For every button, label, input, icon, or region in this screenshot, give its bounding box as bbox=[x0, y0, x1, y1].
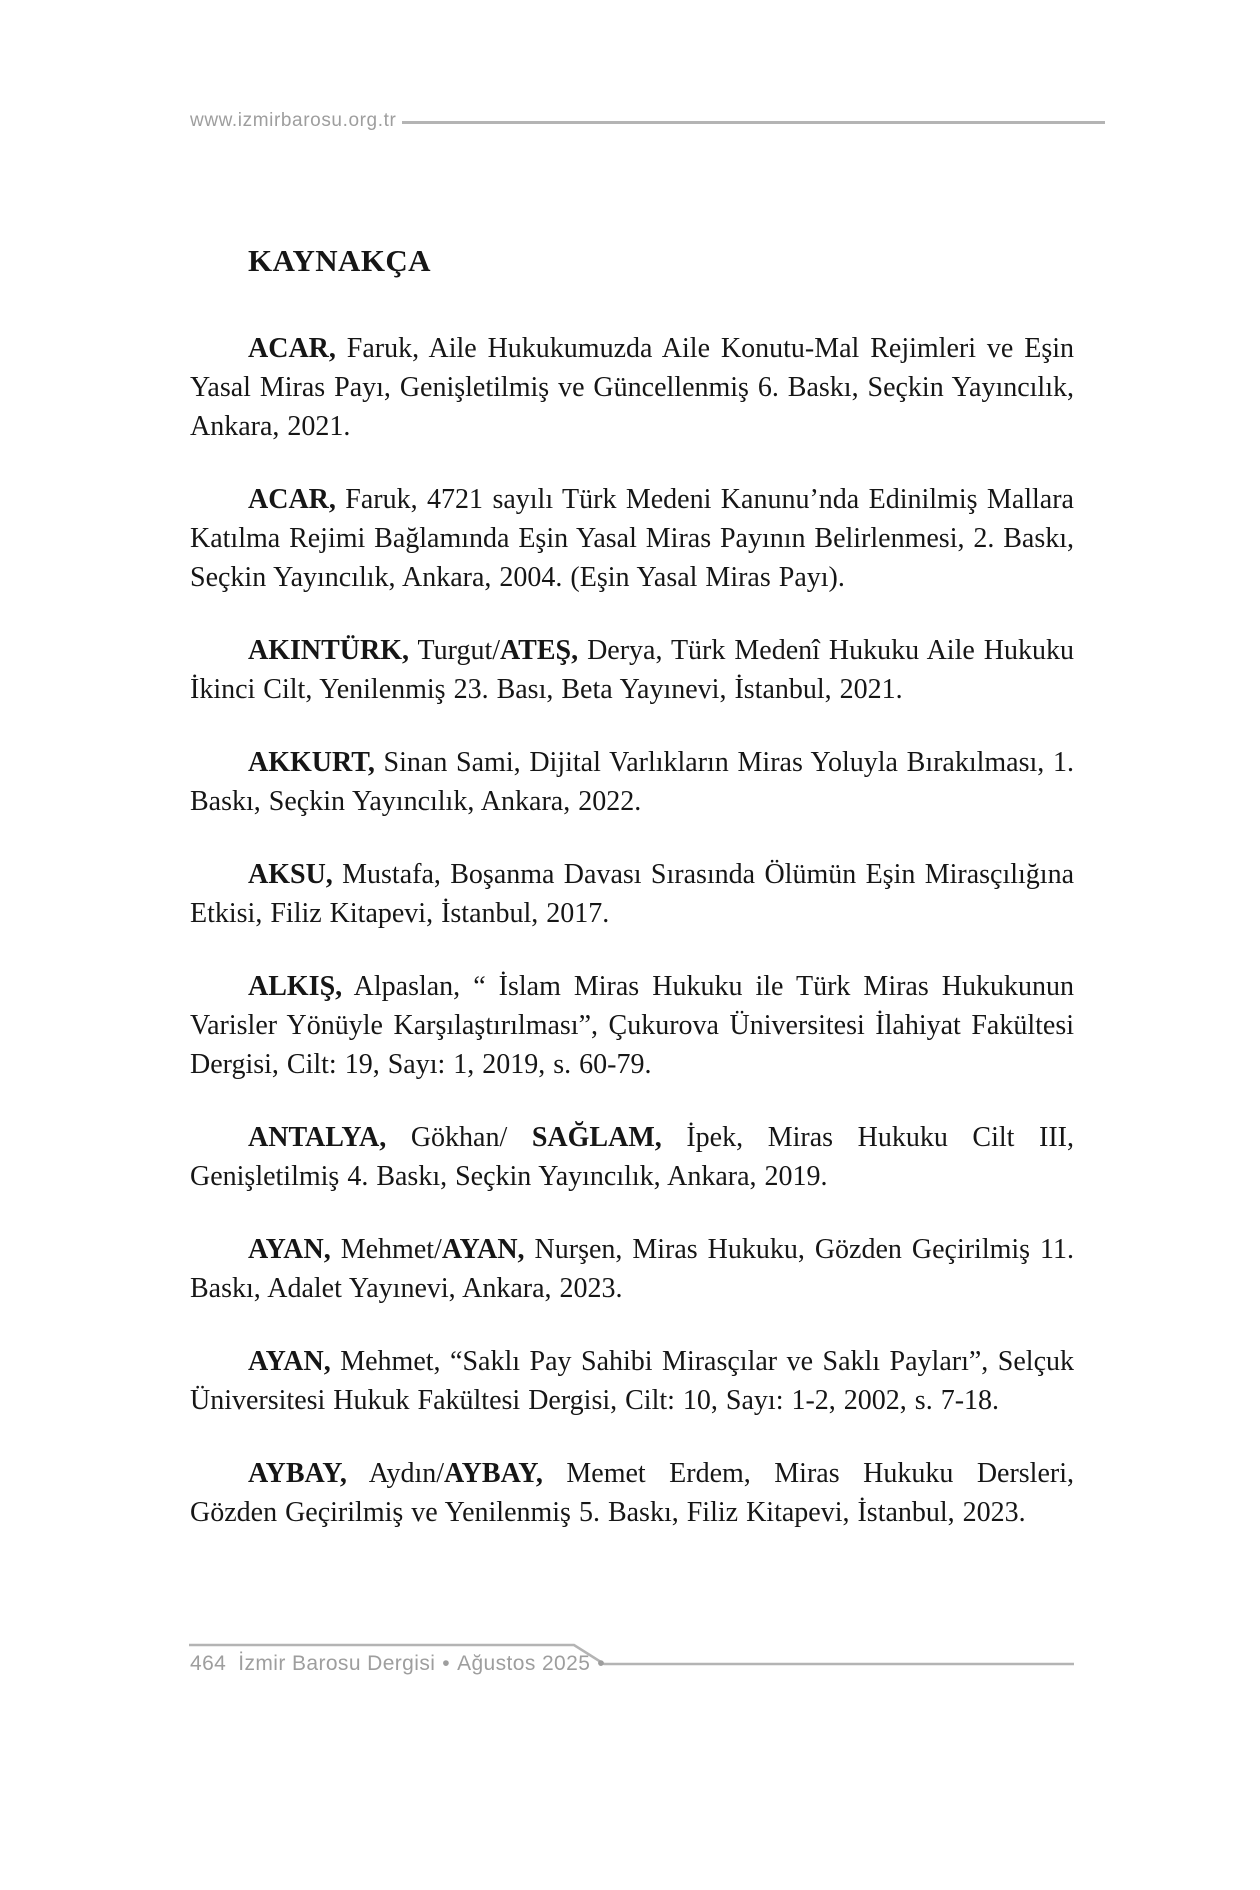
entry-author: AYAN, bbox=[248, 1234, 331, 1265]
entry-author: ACAR, bbox=[248, 484, 336, 515]
entry-author: AYAN, bbox=[248, 1346, 331, 1377]
journal-name: İzmir Barosu Dergisi bbox=[238, 1652, 436, 1675]
bibliography-entry bbox=[190, 1118, 1074, 1196]
bibliography-entry bbox=[190, 631, 1074, 709]
entry-author: ALKIŞ, bbox=[248, 971, 343, 1002]
bibliography-entry bbox=[190, 1454, 1074, 1532]
footer-trailing-bullet-icon: • bbox=[597, 1652, 606, 1675]
entry-author: ATEŞ, bbox=[500, 635, 579, 666]
entry-author: AKSU, bbox=[248, 859, 333, 890]
bibliography-list bbox=[190, 329, 1074, 1532]
entry-text: Faruk, 4721 sayılı Türk Medeni Kanunu’nda Edinilmiş Mallara Katılma Rejimi Bağlamında Eşin Yasal Miras Payının Belirlenmesi, 2. Baskı, Seçkin Yayıncılık, Ankara, 2004. (Eşin Yasal Miras Payı). bbox=[190, 484, 1074, 593]
entry-author: ANTALYA, bbox=[248, 1122, 387, 1153]
bibliography-entry bbox=[190, 967, 1074, 1084]
bibliography-entry bbox=[190, 855, 1074, 933]
bibliography-section bbox=[190, 243, 1074, 1566]
bibliography-entry bbox=[190, 480, 1074, 597]
entry-text: Nurşen, Miras Hukuku, Gözden Geçirilmiş 11. Baskı, Adalet Yayınevi, Ankara, 2023. bbox=[190, 1234, 1074, 1304]
issue-date: Ağustos 2025 bbox=[457, 1652, 591, 1675]
entry-author: AKKURT, bbox=[248, 747, 375, 778]
footer-text bbox=[190, 1652, 612, 1676]
entry-text: Aydın/ bbox=[346, 1458, 445, 1489]
page-header bbox=[190, 110, 1105, 132]
page-number: 464 bbox=[190, 1652, 227, 1675]
page-footer bbox=[188, 1642, 1078, 1690]
bibliography-entry bbox=[190, 743, 1074, 821]
entry-text: Sinan Sami, Dijital Varlıkların Miras Yoluyla Bırakılması, 1. Baskı, Seçkin Yayıncılık, Ankara, 2022. bbox=[190, 747, 1074, 817]
entry-text: İpek, Miras Hukuku Cilt III, Genişletilmiş 4. Baskı, Seçkin Yayıncılık, Ankara, 2019. bbox=[190, 1122, 1074, 1192]
entry-text: Faruk, Aile Hukukumuzda Aile Konutu-Mal Rejimleri ve Eşin Yasal Miras Payı, Genişletilmiş ve Güncellenmiş 6. Baskı, Seçkin Yayıncılık, Ankara, 2021. bbox=[190, 333, 1074, 442]
entry-text: Derya, Türk Medenî Hukuku Aile Hukuku İkinci Cilt, Yenilenmiş 23. Bası, Beta Yayınevi, İstanbul, 2021. bbox=[190, 635, 1074, 705]
entry-text: Gökhan/ bbox=[386, 1122, 532, 1153]
entry-author: AYAN, bbox=[441, 1234, 525, 1265]
bibliography-entry bbox=[190, 329, 1074, 446]
entry-text: Alpaslan, “ İslam Miras Hukuku ile Türk Miras Hukukunun Varisler Yönüyle Karşılaştırılması”, Çukurova Üniversitesi İlahiyat Fakültesi Dergisi, Cilt: 19, Sayı: 1, 2019, s. 60-79. bbox=[190, 971, 1074, 1080]
entry-text: Turgut/ bbox=[409, 635, 500, 666]
entry-author: ACAR, bbox=[248, 333, 336, 364]
entry-author: AKINTÜRK, bbox=[248, 635, 410, 666]
bibliography-title: KAYNAKÇA bbox=[248, 243, 431, 278]
footer-bullet-icon: • bbox=[442, 1652, 451, 1675]
entry-author: AYBAY, bbox=[248, 1458, 347, 1489]
entry-text: Memet Erdem, Miras Hukuku Dersleri, Gözden Geçirilmiş ve Yenilenmiş 5. Baskı, Filiz Kitapevi, İstanbul, 2023. bbox=[190, 1458, 1074, 1528]
header-rule bbox=[402, 121, 1105, 124]
entry-text: Mehmet, “Saklı Pay Sahibi Mirasçılar ve Saklı Payları”, Selçuk Üniversitesi Hukuk Fakültesi Dergisi, Cilt: 10, Sayı: 1-2, 2002, s. 7-18. bbox=[190, 1346, 1074, 1416]
bibliography-entry bbox=[190, 1230, 1074, 1308]
header-url: www.izmirbarosu.org.tr bbox=[190, 110, 397, 131]
entry-author: AYBAY, bbox=[444, 1458, 543, 1489]
bibliography-entry bbox=[190, 1342, 1074, 1420]
entry-text: Mehmet/ bbox=[330, 1234, 442, 1265]
entry-author: SAĞLAM, bbox=[531, 1122, 662, 1153]
entry-text: Mustafa, Boşanma Davası Sırasında Ölümün Eşin Mirasçılığına Etkisi, Filiz Kitapevi, İstanbul, 2017. bbox=[190, 859, 1074, 929]
